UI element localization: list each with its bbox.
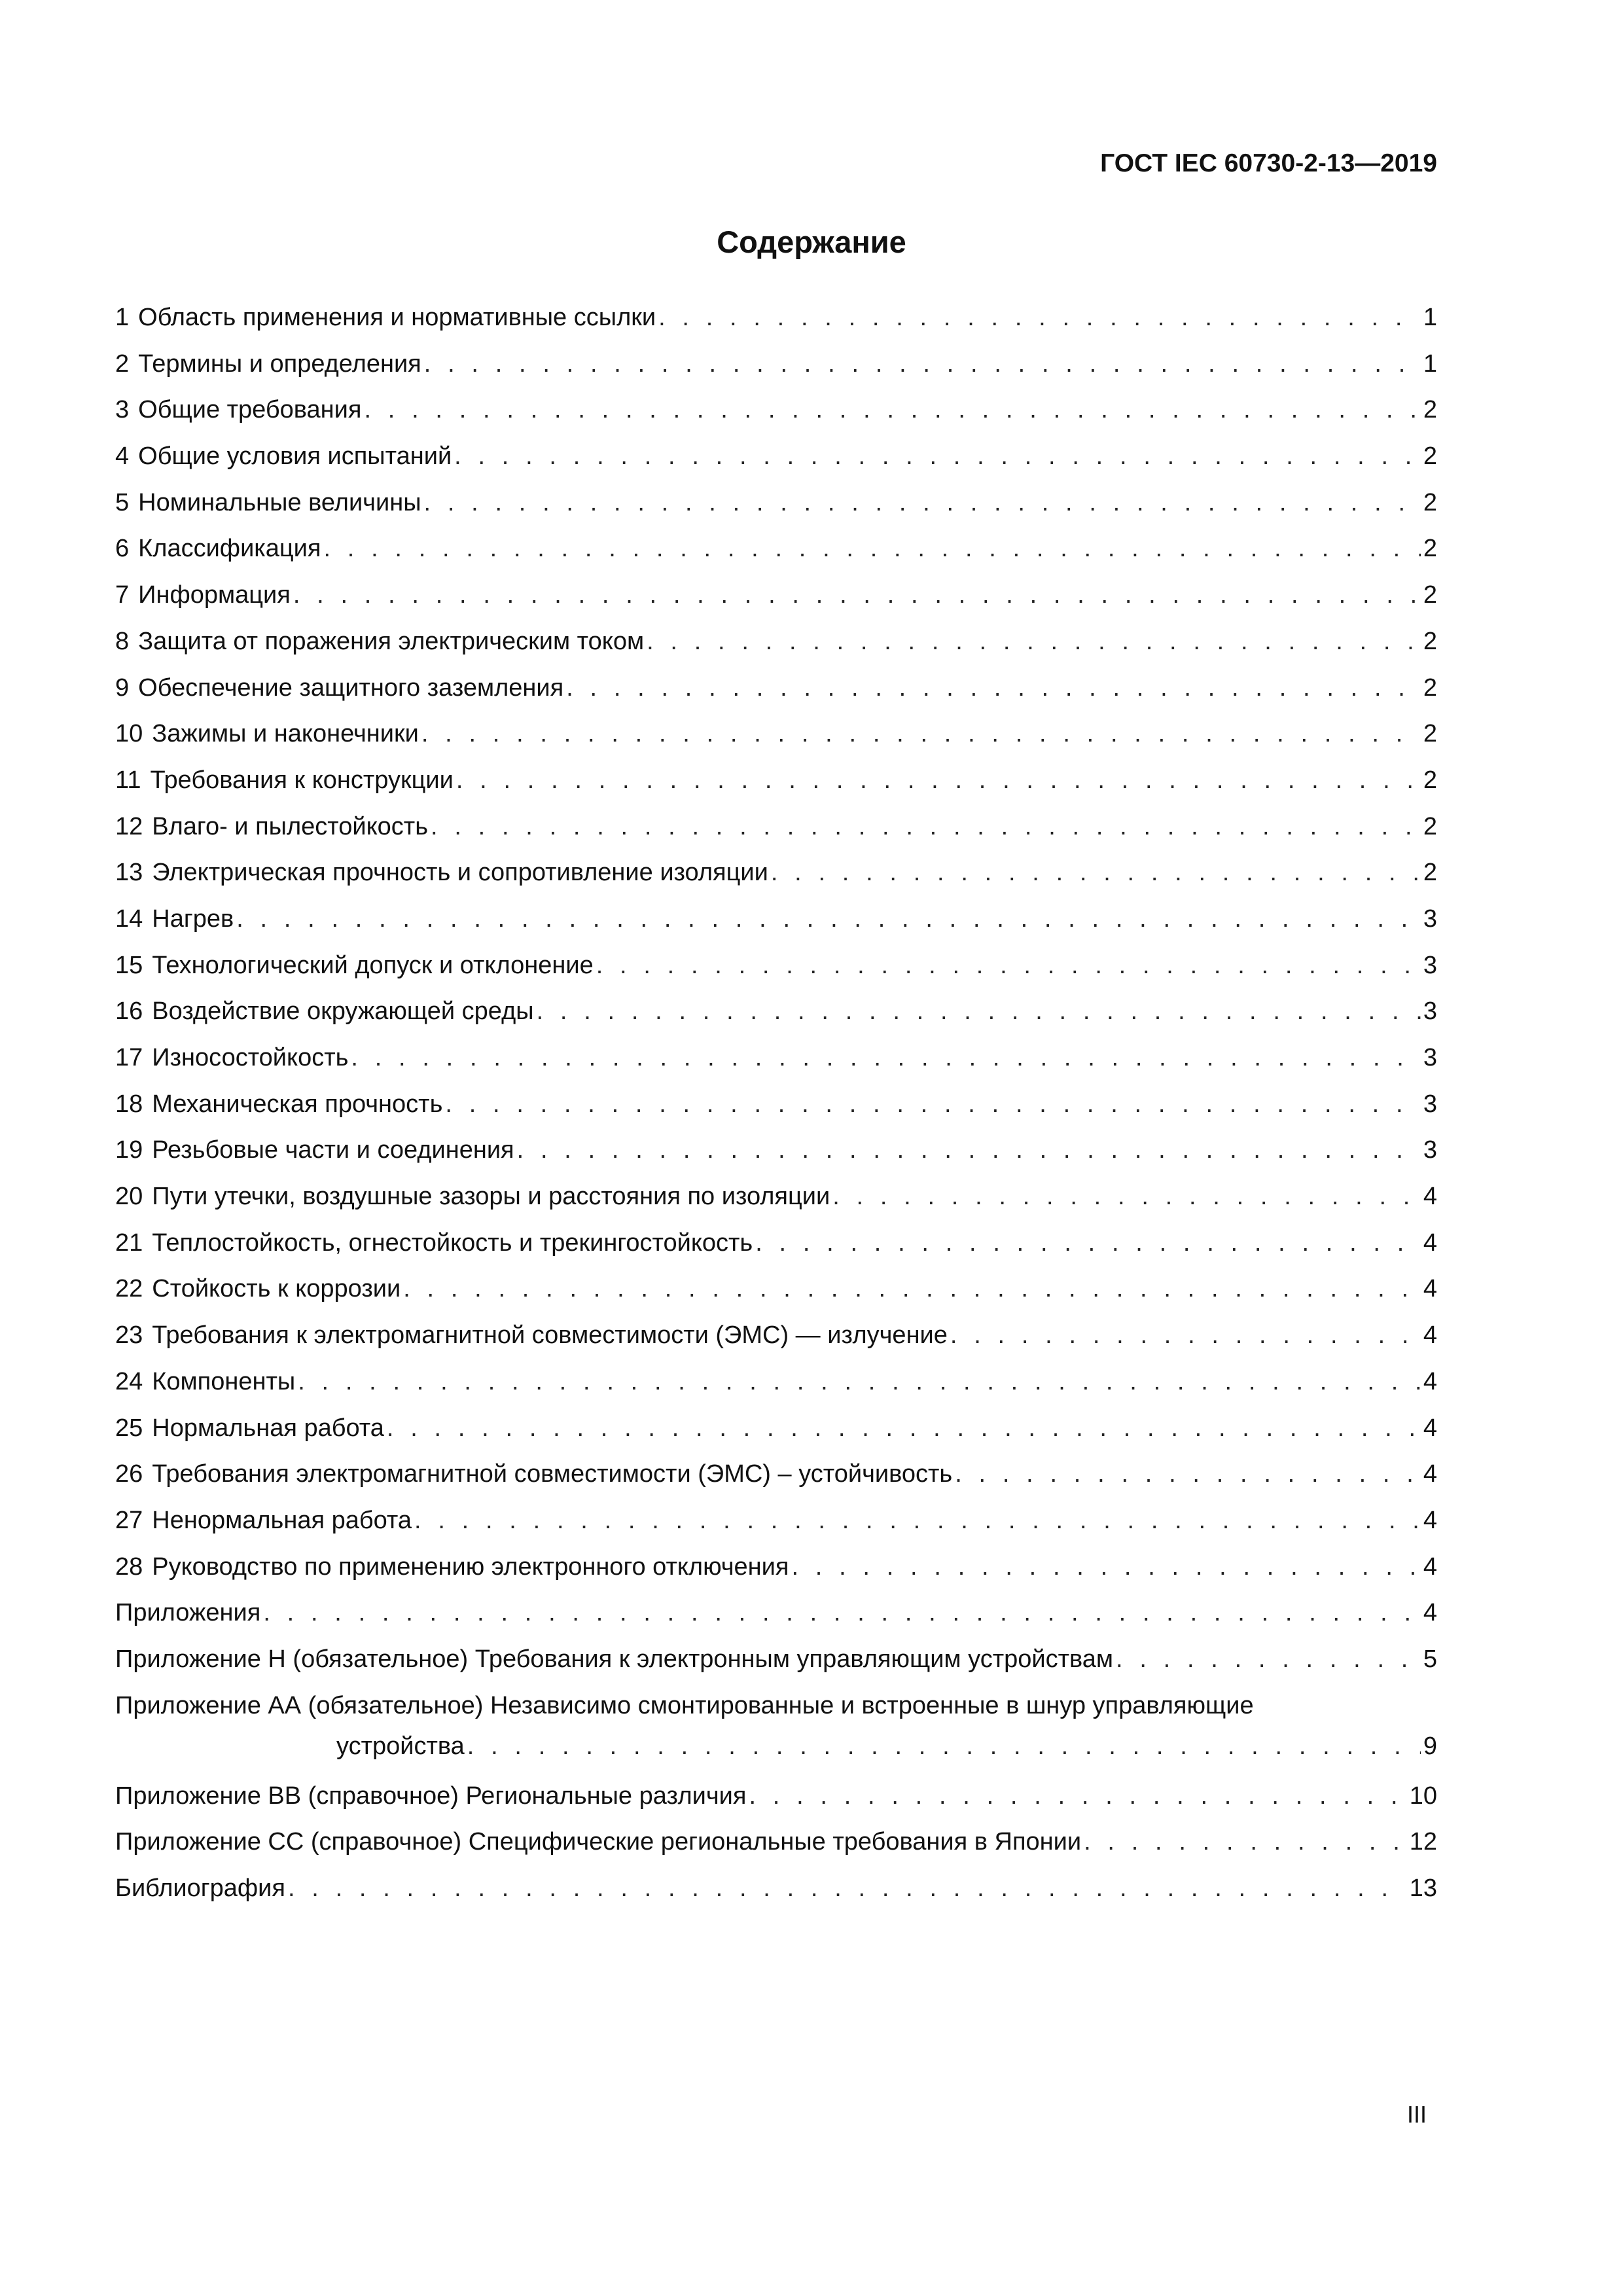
- toc-entry-label: Информация: [138, 581, 291, 609]
- toc-entry-page: 13: [1409, 1874, 1437, 1902]
- toc-entry-13[interactable]: [115, 857, 1437, 904]
- toc-entry-17[interactable]: [115, 1043, 1437, 1089]
- toc-entry-label: Воздействие окружающей среды: [152, 997, 534, 1026]
- toc-entry-number: 9: [115, 673, 130, 702]
- dot-leader: [1084, 1827, 1407, 1857]
- toc-entry-label: Номинальные величины: [138, 488, 421, 516]
- toc-entry-8[interactable]: [115, 626, 1437, 673]
- toc-entry-page: 4: [1423, 1321, 1437, 1350]
- toc-entry-label: Приложения: [115, 1599, 261, 1627]
- toc-entry-page: 4: [1423, 1229, 1437, 1257]
- toc-entry-number: 26: [115, 1460, 143, 1488]
- toc-entry-label: Пути утечки, воздушные зазоры и расстояния по изоляции: [152, 1183, 830, 1211]
- toc-entry-12[interactable]: [115, 812, 1437, 858]
- toc-entry-label: Стойкость к коррозии: [152, 1275, 401, 1303]
- toc-entry-page: 9: [1423, 1732, 1437, 1760]
- dot-leader: [424, 488, 1421, 518]
- toc-entry-page: 3: [1423, 1090, 1437, 1118]
- toc-entry-10[interactable]: [115, 719, 1437, 765]
- toc-entry-number: 18: [115, 1090, 143, 1118]
- toc-entry-page: 2: [1423, 812, 1437, 840]
- toc-entry-label: Механическая прочность: [152, 1090, 443, 1118]
- toc-entry-27[interactable]: [115, 1505, 1437, 1552]
- toc-entry-number: 14: [115, 905, 143, 933]
- toc-entry-number: 12: [115, 812, 143, 840]
- toc-entry-label: Приложение АА (обязательное) Независимо смонтированные и встроенные в шнур управляющие: [115, 1691, 1254, 1719]
- dot-leader: [364, 395, 1420, 425]
- toc-entry-page: 10: [1409, 1782, 1437, 1810]
- toc-entry-page: 2: [1423, 627, 1437, 655]
- dot-leader: [950, 1320, 1421, 1350]
- toc-entry-page: 3: [1423, 905, 1437, 933]
- toc-entry-6[interactable]: [115, 533, 1437, 580]
- dot-leader: [387, 1413, 1421, 1443]
- toc-entry-page: 3: [1423, 1136, 1437, 1164]
- toc-entry-22[interactable]: [115, 1274, 1437, 1320]
- toc-entry-page: 4: [1423, 1506, 1437, 1534]
- toc-entry-label: Теплостойкость, огнестойкость и трекингостойкость: [152, 1229, 753, 1257]
- dot-leader: [445, 1089, 1420, 1119]
- toc-entry-number: 1: [115, 304, 130, 331]
- toc-entry-label: Общие условия испытаний: [138, 442, 452, 471]
- toc-entry-number: 13: [115, 859, 143, 887]
- toc-entry-number: 28: [115, 1552, 143, 1581]
- toc-entry-label: Нагрев: [152, 905, 234, 933]
- dot-leader: [1116, 1644, 1421, 1674]
- dot-leader: [791, 1552, 1420, 1582]
- toc-entry-number: 7: [115, 581, 130, 609]
- toc-entry-appendix-aa[interactable]: [115, 1691, 1437, 1781]
- toc-entry-label: Приложение СС (справочное) Специфические региональные требования в Японии: [115, 1828, 1082, 1856]
- toc-entry-1[interactable]: [115, 302, 1437, 349]
- toc-entry-page: 2: [1423, 442, 1437, 471]
- toc-entry-4[interactable]: [115, 441, 1437, 488]
- dot-leader: [537, 996, 1421, 1026]
- toc-entry-appendices[interactable]: [115, 1598, 1437, 1644]
- toc-entry-number: 10: [115, 720, 143, 748]
- toc-entry-appendix-h[interactable]: [115, 1644, 1437, 1691]
- toc-entry-18[interactable]: [115, 1089, 1437, 1136]
- toc-entry-number: 2: [115, 350, 130, 378]
- toc-entry-label: Приложение H (обязательное) Требования к электронным управляющим устройствам: [115, 1645, 1114, 1673]
- toc-entry-20[interactable]: [115, 1181, 1437, 1228]
- toc-entry-page: 4: [1423, 1552, 1437, 1581]
- toc-entry-page: 2: [1423, 535, 1437, 563]
- toc-entry-3[interactable]: [115, 395, 1437, 441]
- toc-entry-label: Ненормальная работа: [152, 1506, 412, 1534]
- dot-leader: [403, 1274, 1421, 1304]
- toc-entry-label: Влаго- и пылестойкость: [152, 812, 429, 840]
- toc-entry-page: 2: [1423, 766, 1437, 794]
- toc-entry-24[interactable]: [115, 1367, 1437, 1413]
- toc-entry-28[interactable]: [115, 1552, 1437, 1598]
- toc-entry-26[interactable]: [115, 1459, 1437, 1505]
- dot-leader: [421, 719, 1421, 749]
- toc-entry-label: Требования электромагнитной совместимости (ЭМС) – устойчивость: [152, 1460, 953, 1488]
- toc-entry-label: Библиография: [115, 1874, 285, 1902]
- dot-leader: [467, 1731, 1421, 1761]
- toc-entry-number: 16: [115, 997, 143, 1026]
- dot-leader: [771, 857, 1421, 888]
- toc-entry-label: Технологический допуск и отклонение: [152, 951, 594, 979]
- toc-entry-label: Защита от поражения электрическим током: [138, 627, 645, 655]
- toc-entry-number: 4: [115, 442, 130, 471]
- dot-leader: [288, 1873, 1407, 1903]
- toc-entry-label-continued: устройства: [336, 1732, 465, 1760]
- toc-entry-number: 27: [115, 1506, 143, 1534]
- dot-leader: [596, 950, 1421, 980]
- dot-leader: [351, 1043, 1420, 1073]
- toc-entry-7[interactable]: [115, 580, 1437, 626]
- toc-entry-14[interactable]: [115, 904, 1437, 950]
- toc-entry-label: Руководство по применению электронного отключения: [152, 1552, 789, 1581]
- toc-entry-number: 5: [115, 488, 130, 516]
- toc-entry-page: 1: [1423, 304, 1437, 331]
- toc-entry-label: Область применения и нормативные ссылки: [138, 304, 656, 331]
- toc-entry-5[interactable]: [115, 488, 1437, 534]
- toc-entry-23[interactable]: [115, 1320, 1437, 1367]
- toc-entry-label: Зажимы и наконечники: [152, 720, 419, 748]
- toc-entry-page: 4: [1423, 1599, 1437, 1627]
- dot-leader: [955, 1459, 1421, 1489]
- dot-leader: [293, 580, 1421, 610]
- dot-leader: [424, 349, 1421, 379]
- document-code: ГОСТ IEC 60730-2-13—2019: [1100, 149, 1437, 177]
- toc-entry-number: 22: [115, 1275, 143, 1303]
- toc-entry-page: 2: [1423, 673, 1437, 702]
- toc-entry-bibliography[interactable]: [115, 1873, 1437, 1920]
- dot-leader: [236, 904, 1421, 934]
- toc-entry-21[interactable]: [115, 1228, 1437, 1274]
- dot-leader: [414, 1505, 1421, 1535]
- toc-entry-number: 24: [115, 1367, 143, 1395]
- toc-entry-11[interactable]: [115, 765, 1437, 812]
- toc-entry-page: 4: [1423, 1183, 1437, 1211]
- toc-entry-9[interactable]: [115, 673, 1437, 719]
- toc-entry-page: 4: [1423, 1275, 1437, 1303]
- toc-entry-16[interactable]: [115, 996, 1437, 1043]
- toc-entry-page: 2: [1423, 720, 1437, 748]
- toc-entry-25[interactable]: [115, 1413, 1437, 1460]
- dot-leader: [323, 533, 1420, 564]
- toc-entry-appendix-bb[interactable]: [115, 1781, 1437, 1827]
- dot-leader: [456, 765, 1421, 795]
- dot-leader: [566, 673, 1421, 703]
- dot-leader: [431, 812, 1421, 842]
- toc-entry-page: 2: [1423, 396, 1437, 424]
- table-of-contents: [115, 302, 1437, 1920]
- toc-entry-label: Резьбовые части и соединения: [152, 1136, 514, 1164]
- toc-entry-number: 19: [115, 1136, 143, 1164]
- dot-leader: [517, 1135, 1421, 1165]
- dot-leader: [298, 1367, 1421, 1397]
- toc-entry-page: 3: [1423, 951, 1437, 979]
- toc-title: Содержание: [717, 224, 906, 259]
- toc-entry-number: 11: [115, 766, 141, 794]
- toc-entry-appendix-cc[interactable]: [115, 1827, 1437, 1873]
- page-number: III: [1406, 2101, 1427, 2128]
- toc-entry-number: 3: [115, 396, 130, 424]
- dot-leader: [749, 1781, 1406, 1811]
- toc-entry-page: 2: [1423, 581, 1437, 609]
- dot-leader: [454, 441, 1421, 471]
- toc-entry-label: Требования к электромагнитной совместимости (ЭМС) — излучение: [152, 1321, 948, 1350]
- toc-entry-number: 23: [115, 1321, 143, 1350]
- toc-entry-label: Обеспечение защитного заземления: [138, 673, 564, 702]
- toc-entry-label: Нормальная работа: [152, 1414, 384, 1442]
- toc-entry-label: Классификация: [138, 535, 321, 563]
- toc-entry-label: Износостойкость: [152, 1044, 349, 1071]
- toc-entry-page: 3: [1423, 1044, 1437, 1071]
- dot-leader: [755, 1228, 1421, 1258]
- toc-entry-label: Компоненты: [152, 1367, 296, 1395]
- toc-entry-number: 6: [115, 535, 130, 563]
- toc-entry-15[interactable]: [115, 950, 1437, 997]
- toc-entry-number: 20: [115, 1183, 143, 1211]
- toc-entry-page: 3: [1423, 997, 1437, 1026]
- dot-leader: [832, 1181, 1421, 1211]
- toc-entry-page: 4: [1423, 1460, 1437, 1488]
- toc-entry-page: 4: [1423, 1414, 1437, 1442]
- toc-entry-label: Требования к конструкции: [150, 766, 454, 794]
- toc-entry-label: Термины и определения: [138, 350, 421, 378]
- dot-leader: [647, 626, 1421, 656]
- dot-leader: [263, 1598, 1421, 1628]
- toc-entry-label: Электрическая прочность и сопротивление изоляции: [152, 859, 768, 887]
- toc-entry-2[interactable]: [115, 349, 1437, 395]
- toc-entry-page: 5: [1423, 1645, 1437, 1673]
- toc-entry-page: 2: [1423, 859, 1437, 887]
- toc-entry-number: 17: [115, 1044, 143, 1071]
- toc-entry-number: 21: [115, 1229, 143, 1257]
- toc-entry-19[interactable]: [115, 1135, 1437, 1181]
- toc-entry-page: 2: [1423, 488, 1437, 516]
- toc-entry-page: 12: [1409, 1828, 1437, 1856]
- toc-entry-label: Общие требования: [138, 396, 362, 424]
- toc-entry-label: Приложение ВВ (справочное) Региональные различия: [115, 1782, 747, 1810]
- toc-entry-number: 8: [115, 627, 130, 655]
- dot-leader: [658, 302, 1421, 332]
- toc-entry-number: 15: [115, 951, 143, 979]
- toc-entry-number: 25: [115, 1414, 143, 1442]
- toc-entry-page: 1: [1423, 350, 1437, 378]
- toc-entry-page: 4: [1423, 1367, 1437, 1395]
